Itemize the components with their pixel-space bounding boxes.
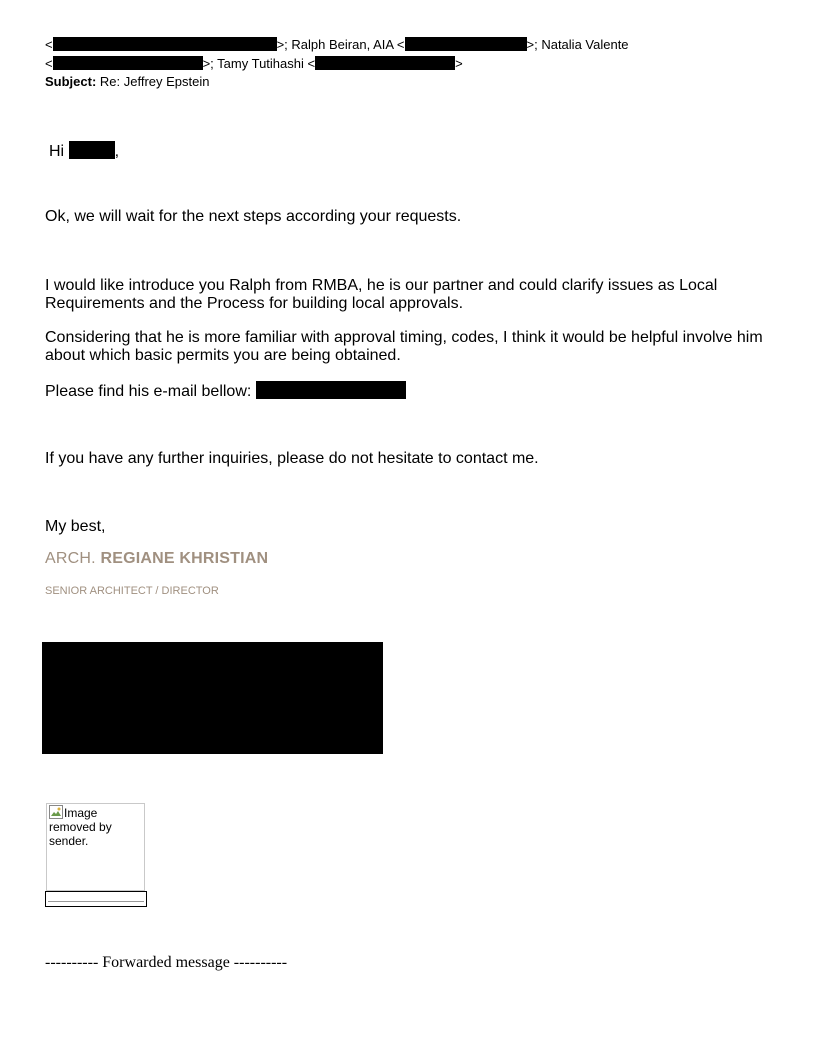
recipients-text: >; Tamy Tutihashi < xyxy=(202,56,316,71)
paragraph-5: If you have any further inquiries, please do not hesitate to contact me. xyxy=(45,450,539,467)
signature-title: SENIOR ARCHITECT / DIRECTOR xyxy=(45,585,219,597)
recipients-text: >; Natalia Valente xyxy=(526,37,629,52)
subject-label: Subject: xyxy=(45,74,97,89)
paragraph-3: Considering that he is more familiar with approval timing, codes, I think it would be helpful involve him about which basic permits you are being obtained. xyxy=(45,329,763,364)
recipients-text: < xyxy=(45,56,53,71)
redaction-block xyxy=(53,37,277,51)
forwarded-message-divider: ---------- Forwarded message ---------- xyxy=(45,954,288,971)
image-frame-line xyxy=(48,901,144,902)
signature-fullname: REGIANE KHRISTIAN xyxy=(100,550,269,567)
recipients-line-2 xyxy=(45,55,463,72)
subject-value: Re: Jeffrey Epstein xyxy=(96,74,210,89)
paragraph-4 xyxy=(45,381,775,401)
redaction-block-large xyxy=(42,642,383,754)
greeting-prefix: Hi xyxy=(49,143,69,160)
recipients-text: >; Ralph Beiran, AIA < xyxy=(276,37,405,52)
paragraph-1: Ok, we will wait for the next steps according your requests. xyxy=(45,208,462,225)
closing: My best, xyxy=(45,518,106,535)
removed-image-placeholder xyxy=(46,803,145,891)
redaction-block xyxy=(405,37,527,51)
email-intro: Please find his e-mail bellow: xyxy=(45,383,256,400)
redaction-block xyxy=(69,141,115,159)
recipients-text: > xyxy=(455,56,463,71)
removed-image-text: Image removed by sender. xyxy=(49,806,112,848)
recipients-line-1 xyxy=(45,36,629,53)
signature-prefix: ARCH. xyxy=(45,550,101,567)
broken-image-icon xyxy=(49,805,63,819)
redaction-block xyxy=(315,56,455,70)
greeting xyxy=(49,141,779,161)
signature-name xyxy=(45,550,268,568)
redaction-block xyxy=(53,56,203,70)
paragraph-2: I would like introduce you Ralph from RMBA, he is our partner and could clarify issues as Local Requirements and the Process for building local approvals. xyxy=(45,277,718,312)
redaction-block xyxy=(256,381,406,399)
recipients-text: < xyxy=(45,37,53,52)
greeting-suffix: , xyxy=(114,143,120,160)
image-frame-bar xyxy=(45,891,147,907)
subject-line xyxy=(45,73,210,90)
